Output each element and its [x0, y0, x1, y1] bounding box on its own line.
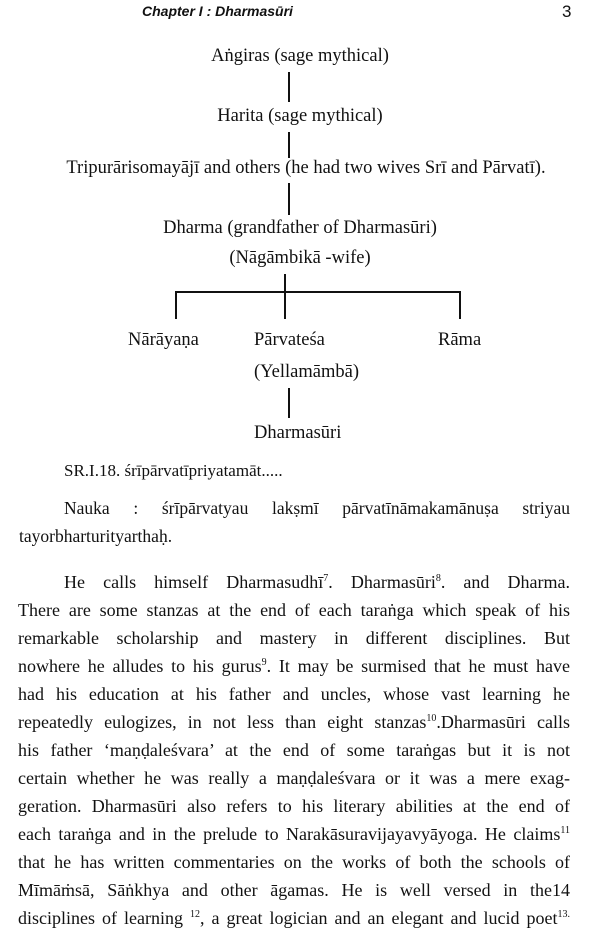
tree-node-nagambika: (Nāgāmbikā -wife): [229, 248, 371, 268]
tree-node-dharmasuri: Dharmasūri: [254, 423, 342, 443]
footnote-marker: 10: [426, 713, 437, 724]
paragraph-line: his father ‘maṇḍaleśvara’ at the end of some taraṅgas but it is not: [18, 740, 570, 760]
footnote-marker: 11: [560, 825, 570, 836]
paragraph-line: geration. Dharmasūri also refers to his literary abilities at the end of: [18, 796, 570, 816]
tree-node-tripurari: Tripurārisomayājī and others (he had two wives Srī and Pārvatī).: [66, 158, 546, 178]
tree-node-parvatesa: Pārvateśa: [254, 330, 325, 350]
page-number: 3: [562, 2, 572, 21]
paragraph-line: that he has written commentaries on the works of both the schools of: [18, 852, 570, 872]
nauka-note: [19, 494, 570, 550]
tree-node-yellamamba: (Yellamāmbā): [254, 362, 359, 382]
tree-connector: [288, 132, 290, 158]
tree-connector: [288, 72, 290, 102]
nauka-line: Nauka : śrīpārvatyau lakṣmī pārvatīnāmakamānuṣa striyau: [64, 498, 570, 518]
footnote-marker: 8: [435, 573, 441, 584]
paragraph-line: He calls himself Dharmasudhī$^7$. Dharmasūri$^8$. and Dharma.: [64, 572, 570, 592]
tree-connector: [288, 183, 290, 215]
tree-sibling-bar: [175, 291, 461, 293]
tree-node-angiras: Aṅgiras (sage mythical): [211, 46, 389, 66]
tree-node-narayana: Nārāyaṇa: [128, 330, 199, 350]
footnote-marker: 9: [261, 657, 267, 668]
paragraph-line: nowhere he alludes to his gurus$^9$. It may be surmised that he must have: [18, 656, 571, 676]
chapter-title: Chapter I : Dharmasūri: [142, 3, 293, 19]
genealogy-tree: [0, 0, 600, 450]
paragraph-line: There are some stanzas at the end of each taraṅga which speak of his: [18, 600, 570, 620]
sr-reference: SR.I.18. śrīpārvatīpriyatamāt.....: [64, 461, 283, 480]
tree-connector: [284, 274, 286, 292]
paragraph-line: certain whether he was really a maṇḍaleśvara or it was a mere exag-: [18, 768, 570, 788]
paragraph-line: Mīmāṁsā, Sāṅkhya and other āgamas. He is well versed in the14: [18, 880, 570, 900]
paragraph-line: each taraṅga and in the prelude to Narakāsuravijayavyāyoga. He claims$^{11}$: [18, 824, 570, 844]
footnote-marker: 12: [190, 909, 200, 920]
tree-connector: [459, 291, 461, 319]
body-paragraph: [18, 568, 570, 932]
nauka-line: tayorbharturityarthaḥ.: [19, 526, 173, 546]
paragraph-line: disciplines of learning $^{12}$, a great logician and an elegant and lucid poet$^{13.}$: [18, 908, 570, 928]
paragraph-line: remarkable scholarship and mastery in different disciplines. But: [18, 628, 570, 648]
footnote-marker: 13.: [557, 909, 570, 920]
paragraph-line: repeatedly eulogizes, in not less than eight stanzas$^{10}$.Dharmasūri calls: [18, 712, 570, 732]
tree-connector: [175, 291, 177, 319]
tree-connector: [284, 291, 286, 319]
tree-connector: [288, 388, 290, 418]
tree-node-rama: Rāma: [438, 330, 482, 350]
tree-node-dharma: Dharma (grandfather of Dharmasūri): [163, 218, 437, 238]
footnote-marker: 7: [323, 573, 329, 584]
paragraph-line: had his education at his father and uncles, whose vast learning he: [18, 684, 570, 704]
tree-node-harita: Harita (sage mythical): [217, 106, 383, 126]
